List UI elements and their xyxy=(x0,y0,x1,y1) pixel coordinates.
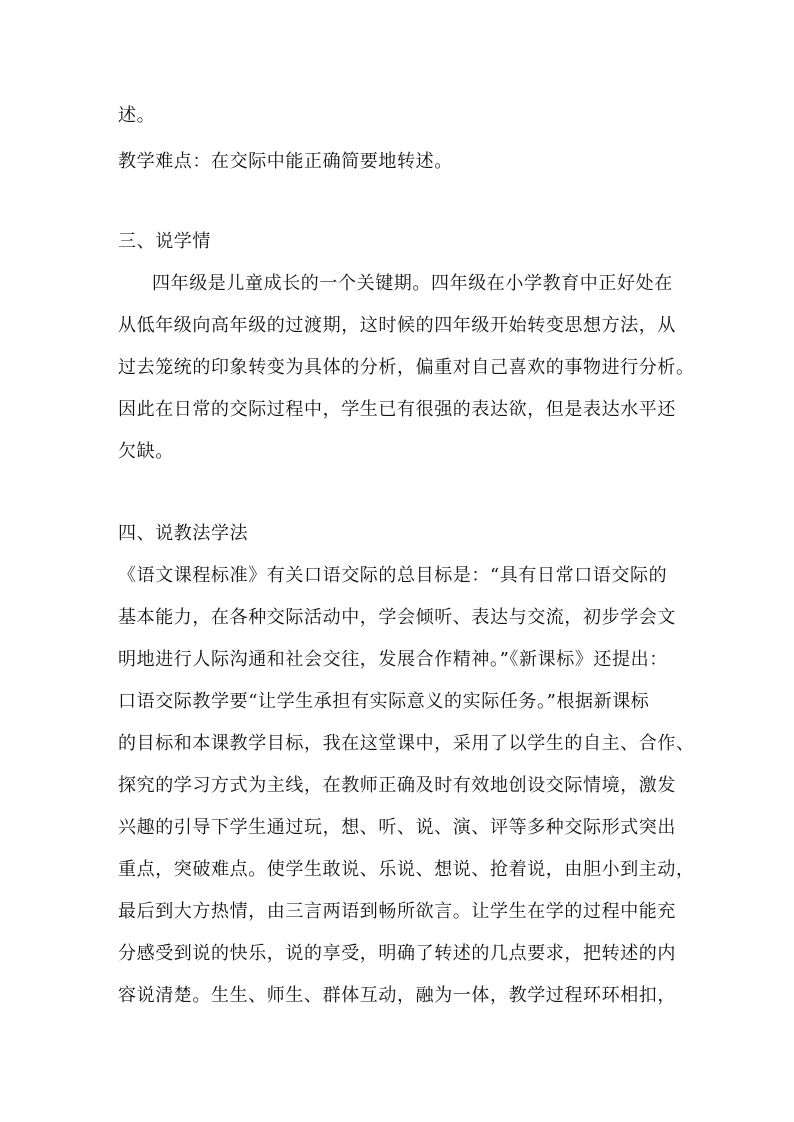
section3-text-line: 因此在日常的交际过程中，学生已有很强的表达欲，但是表达水平还 xyxy=(118,399,676,420)
section4-text-line: 基本能力，在各种交际活动中，学会倾听、表达与交流，初步学会文 xyxy=(118,607,676,628)
section3-text-line: 欠缺。 xyxy=(118,441,174,462)
section4-text-line: 容说清楚。生生、师生、群体互动，融为一体，教学过程环环相扣， xyxy=(118,985,676,1006)
section-heading-learning-situation: 三、说学情 xyxy=(118,231,211,252)
section4-text-line: 明地进行人际沟通和社会交往，发展合作精神。”《新课标》还提出： xyxy=(118,649,668,670)
section3-text-line: 四年级是儿童成长的一个关键期。四年级在小学教育中正好处在 xyxy=(152,273,673,294)
paragraph-continuation: 述。 xyxy=(118,105,156,126)
section4-text-line: 口语交际教学要“让学生承担有实际意义的实际任务。”根据新课标 xyxy=(118,691,650,712)
teaching-difficulty: 教学难点：在交际中能正确简要地转述。 xyxy=(118,151,453,172)
section3-text-line: 从低年级向高年级的过渡期，这时候的四年级开始转变思想方法，从 xyxy=(118,315,676,336)
section4-text-line: 最后到大方热情，由三言两语到畅所欲言。让学生在学的过程中能充 xyxy=(118,901,676,922)
section4-text-line: 分感受到说的快乐，说的享受，明确了转述的几点要求，把转述的内 xyxy=(118,943,676,964)
section-heading-teaching-methods: 四、说教法学法 xyxy=(118,523,249,544)
section4-text-line: 兴趣的引导下学生通过玩，想、听、说、演、评等多种交际形式突出 xyxy=(118,817,676,838)
section4-text-line: 重点，突破难点。使学生敢说、乐说、想说、抢着说，由胆小到主动， xyxy=(118,859,695,880)
section3-text-line: 过去笼统的印象转变为具体的分析，偏重对自己喜欢的事物进行分析。 xyxy=(118,357,695,378)
section4-text-line: 探究的学习方式为主线，在教师正确及时有效地创设交际情境，激发 xyxy=(118,775,676,796)
section4-text-line: 的目标和本课教学目标，我在这堂课中，采用了以学生的自主、合作、 xyxy=(118,733,695,754)
section4-text-line: 《语文课程标准》有关口语交际的总目标是：“具有日常口语交际的 xyxy=(118,565,668,586)
